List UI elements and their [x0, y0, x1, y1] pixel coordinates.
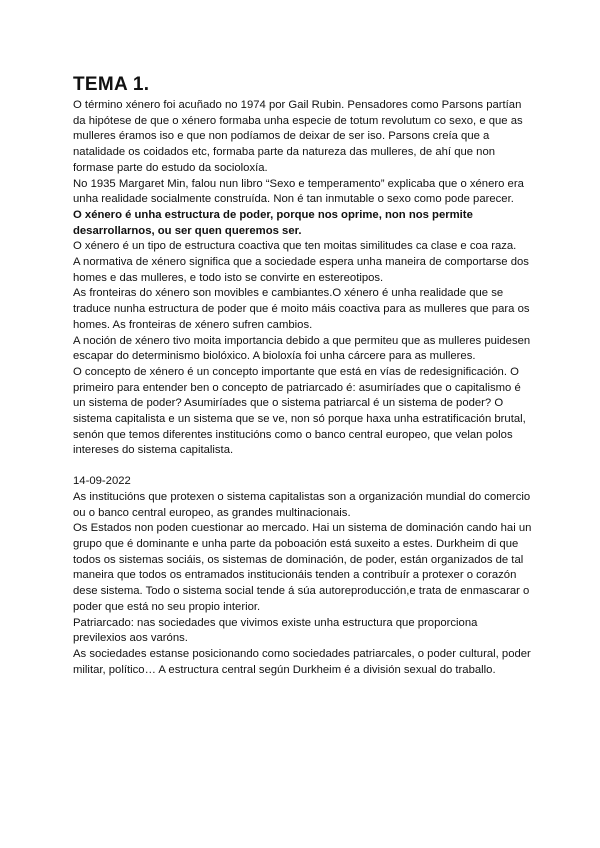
paragraph: No 1935 Margaret Min, falou nun libro “Sexo e temperamento” explicaba que o xénero era unha realidade socialmente construída. Non é tan inmutable o sexo como pode parecer. [73, 177, 524, 206]
paragraph: Os Estados non poden cuestionar ao mercado. Hai un sistema de dominación cando hai un grupo que é dominante e unha parte da poboación está suxeito a estes. Durkheim di que todos os sistemas sociáis, os sistemas de dominación, de poder, están organizados de tal maneira que todos os entramados institucionáis tenden a contribuír a protexer o corazón dese sistema. Todo o sistema social tende á súa autoreproducción,e trata de enmascarar o poder que está no seu propio interior. [73, 522, 532, 613]
bold-paragraph: O xénero é unha estructura de poder, porque nos oprime, non nos permite desarrollarnos, ou ser quen queremos ser. [73, 208, 473, 237]
page-title: TEMA 1. [73, 74, 150, 95]
document-body [73, 74, 533, 678]
paragraph: As sociedades estanse posicionando como sociedades patriarcales, o poder cultural, poder militar, político… A estructura central según Durkheim é a división sexual do traballo. [73, 647, 531, 676]
paragraph: A noción de xénero tivo moita importancia debido a que permiteu que as mulleres puidesen escapar do determinismo biolóxico. A bioloxía foi unha cárcere para as mulleres. [73, 334, 531, 363]
paragraph: O xénero é un tipo de estructura coactiva que ten moitas similitudes ca clase e coa raza. [73, 240, 517, 253]
paragraph: O término xénero foi acuñado no 1974 por Gail Rubin. Pensadores como Parsons partían da hipótese de que o xénero formaba unha especie de totum revolutum co sexo, e que as mulleres éramos iso e que non podíamos de deixar de ser iso. Parsons creía que a natalidade os coidados etc, formaba parte da natureza das mulleres, de ahí que non formase parte do estudo da socioloxía. [73, 99, 523, 174]
paragraph: A normativa de xénero significa que a sociedade espera unha maneira de comportarse dos homes e das mulleres, e todo isto se convirte en estereotipos. [73, 256, 529, 284]
date-heading: 14-09-2022 [73, 475, 131, 488]
paragraph: O concepto de xénero é un concepto importante que está en vías de redesignificación. O primeiro para entender ben o concepto de patriarcado é: asumiríades que o capitalismo é un sistema de poder? Asumiríades que o sistema patriarcal é un sistema de poder? O sistema capitalista e un sistema que se ve, non só porque haxa unha estratificación brutal, senón que temos diferentes institucións como o banco central europeo, que velan polos intereses do sistema capitalista. [73, 365, 526, 457]
paragraph: Patriarcado: nas sociedades que vivimos existe unha estructura que proporciona previlexios aos varóns. [73, 616, 478, 645]
paragraph: As institucións que protexen o sistema capitalistas son a organización mundial do comercio ou o banco central europeo, as grandes multinacionais. [73, 490, 531, 519]
paragraph: As fronteiras do xénero son movibles e cambiantes.O xénero é unha realidade que se traduce nunha estructura de poder que é moito máis coactiva para as mulleres que para os homes. As fronteiras de xénero sufren cambios. [73, 287, 530, 331]
